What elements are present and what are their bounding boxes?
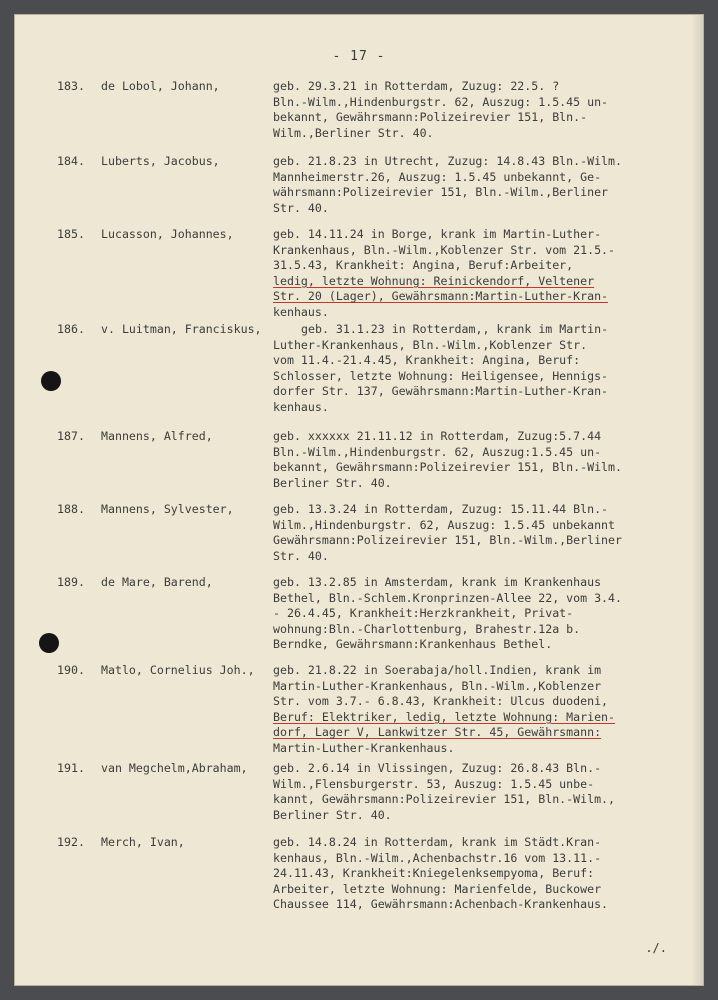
entry-line: 31.5.43, Krankheit: Angina, Beruf:Arbeiter, — [273, 258, 574, 273]
entry-line: Str. vom 3.7.- 6.8.43, Krankheit: Ulcus duodeni, — [273, 694, 609, 709]
punch-hole — [41, 371, 61, 391]
entry-line-underlined: Beruf: Elektriker, ledig, letzte Wohnung: Marien- — [273, 709, 616, 724]
entry-line: Arbeiter, letzte Wohnung: Marienfelde, Buckower — [273, 881, 602, 896]
entry-number: 189. — [57, 575, 85, 589]
paper-shadow — [691, 15, 703, 985]
entry-number: 191. — [57, 761, 85, 775]
entry-name: van Megchelm,Abraham, — [101, 761, 248, 775]
entry-name: Merch, Ivan, — [101, 835, 185, 849]
entry-line: Berliner Str. 40. — [273, 475, 392, 490]
entry-line: kenhaus. — [273, 399, 329, 414]
entry-body — [273, 663, 689, 757]
entry-line: Str. 40. — [273, 200, 329, 215]
entry-body — [273, 227, 689, 321]
entry-line: Berliner Str. 40. — [273, 807, 392, 822]
entry-name: v. Luitman, Franciskus, — [101, 322, 262, 336]
entry-line: vom 11.4.-21.4.45, Krankheit: Angina, Beruf: — [273, 353, 581, 368]
entry-name: Mannens, Sylvester, — [101, 502, 234, 516]
entry-line-underlined: Str. 20 (Lager), Gewährsmann:Martin-Luther-Kran- — [273, 289, 609, 304]
entry-line: Bln.-Wilm.,Hindenburgstr. 62, Auszug: 1.5.45 un- — [273, 94, 609, 109]
page-number: - 17 - — [332, 49, 386, 64]
entry-name: Matlo, Cornelius Joh., — [101, 663, 255, 677]
entry-line: Martin-Luther-Krankenhaus, Bln.-Wilm.,Koblenzer — [273, 678, 602, 693]
entry-body — [273, 575, 689, 653]
entry-body — [273, 79, 689, 141]
entry-number: 184. — [57, 154, 85, 168]
entry-line: wohnung:Bln.-Charlottenburg, Brahestr.12a b. — [273, 621, 581, 636]
entry-number: 187. — [57, 429, 85, 443]
entry-line-underlined: dorf, Lager V, Lankwitzer Str. 45, Gewährsmann: — [273, 725, 602, 740]
entry-line: geb. 31.1.23 in Rotterdam,, krank im Martin- — [301, 322, 609, 336]
continuation-mark: ./. — [645, 941, 667, 955]
entry-name: Mannens, Alfred, — [101, 429, 213, 443]
entry-line: geb. 21.8.22 in Soerabaja/holl.Indien, krank im — [273, 663, 602, 677]
entry-line: Bethel, Bln.-Schlem.Kronprinzen-Allee 22, vom 3.4. — [273, 590, 623, 605]
entry-body — [273, 154, 689, 216]
entry-number: 183. — [57, 79, 85, 93]
entry-line: geb. 14.8.24 in Rotterdam, krank im Städt.Kran- — [273, 835, 602, 849]
entry-line: Wilm.,Berliner Str. 40. — [273, 125, 434, 140]
entry-line: 24.11.43, Krankheit:Kniegelenksempyoma, Beruf: — [273, 866, 595, 881]
entry-line: Krankenhaus, Bln.-Wilm.,Koblenzer Str. vom 21.5.- — [273, 242, 616, 257]
entry-line: Martin-Luther-Krankenhaus. — [273, 740, 455, 755]
entry-line: geb. 13.2.85 in Amsterdam, krank im Krankenhaus — [273, 575, 602, 589]
entry-line: Berndke, Gewährsmann:Krankenhaus Bethel. — [273, 637, 553, 652]
entry-line: bekannt, Gewährsmann:Polizeirevier 151, Bln.- — [273, 110, 588, 125]
punch-hole — [39, 633, 59, 653]
entry-line: Str. 40. — [273, 548, 329, 563]
entry-number: 188. — [57, 502, 85, 516]
entry-body — [273, 429, 689, 491]
entry-line: Wilm.,Flensburgerstr. 53, Auszug: 1.5.45 unbe- — [273, 776, 595, 791]
entry-line: Schlosser, letzte Wohnung: Heiligensee, Hennigs- — [273, 368, 609, 383]
entry-name: de Mare, Barend, — [101, 575, 213, 589]
entry-line: kannt, Gewährsmann:Polizeirevier 151, Bln.-Wilm., — [273, 792, 616, 807]
entry-line: geb. 21.8.23 in Utrecht, Zuzug: 14.8.43 Bln.-Wilm. — [273, 154, 623, 168]
entry-line: kenhaus. — [273, 304, 329, 319]
entry-line: geb. 13.3.24 in Rotterdam, Zuzug: 15.11.44 Bln.- — [273, 502, 609, 516]
entry-body — [273, 761, 689, 823]
entry-line: bekannt, Gewährsmann:Polizeirevier 151, Bln.-Wilm. — [273, 460, 623, 475]
entry-number: 190. — [57, 663, 85, 677]
entry-number: 186. — [57, 322, 85, 336]
entry-line: geb. xxxxxx 21.11.12 in Rotterdam, Zuzug:5.7.44 — [273, 429, 602, 443]
entry-body — [301, 322, 689, 338]
entry-number: 185. — [57, 227, 85, 241]
entry-line: Gewährsmann:Polizeirevier 151, Bln.-Wilm.,Berliner — [273, 533, 623, 548]
entry-line: währsmann:Polizeirevier 151, Bln.-Wilm.,Berliner — [273, 185, 609, 200]
entry-number: 192. — [57, 835, 85, 849]
entry-line: - 26.4.45, Krankheit:Herzkrankheit, Privat- — [273, 606, 574, 621]
entry-name: Luberts, Jacobus, — [101, 154, 220, 168]
entry-line: Chaussee 114, Gewährsmann:Achenbach-Krankenhaus. — [273, 897, 609, 912]
entry-line: geb. 29.3.21 in Rotterdam, Zuzug: 22.5. ? — [273, 79, 560, 93]
entry-line-underlined: ledig, letzte Wohnung: Reinickendorf, Veltener — [273, 273, 595, 288]
entry-line: dorfer Str. 137, Gewährsmann:Martin-Luther-Kran- — [273, 384, 609, 399]
entry-line: Bln.-Wilm.,Hindenburgstr. 62, Auszug:1.5.45 un- — [273, 444, 602, 459]
entry-line: Mannheimerstr.26, Auszug: 1.5.45 unbekannt, Ge- — [273, 169, 602, 184]
entry-body-continued — [273, 338, 689, 416]
entry-name: Lucasson, Johannes, — [101, 227, 234, 241]
entry-body — [273, 502, 689, 564]
entry-line: Wilm.,Hindenburgstr. 62, Auszug: 1.5.45 unbekannt — [273, 517, 616, 532]
entry-line: kenhaus, Bln.-Wilm.,Achenbachstr.16 vom 13.11.- — [273, 850, 602, 865]
document-page — [14, 14, 704, 986]
entry-name: de Lobol, Johann, — [101, 79, 220, 93]
entry-line: geb. 2.6.14 in Vlissingen, Zuzug: 26.8.43 Bln.- — [273, 761, 602, 775]
entry-line: Luther-Krankenhaus, Bln.-Wilm.,Koblenzer Str. — [273, 337, 588, 352]
entry-line: geb. 14.11.24 in Borge, krank im Martin-Luther- — [273, 227, 602, 241]
entry-body — [273, 835, 689, 913]
